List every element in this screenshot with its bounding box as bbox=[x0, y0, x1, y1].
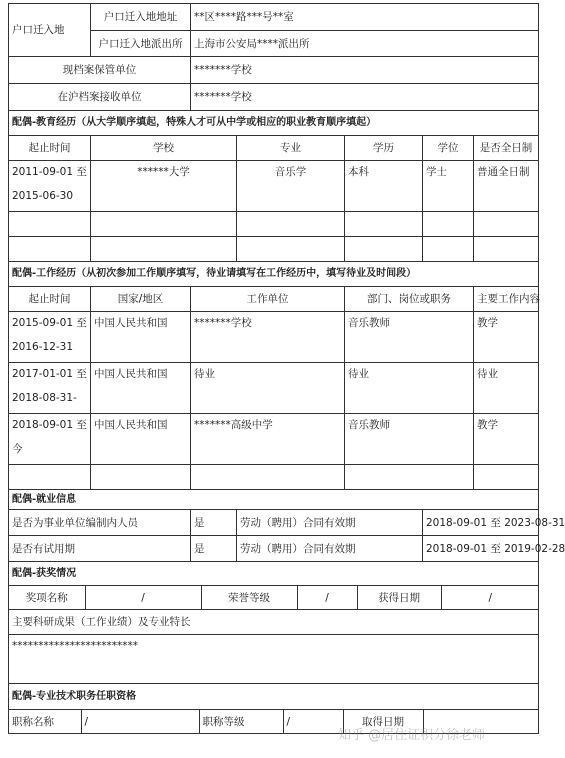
qualification-title-label: 职称名称 bbox=[9, 710, 81, 733]
work-end: 2016-12-31 bbox=[12, 341, 74, 353]
work-empty-cell[interactable] bbox=[191, 465, 345, 490]
edu-empty-cell[interactable] bbox=[423, 237, 474, 262]
work-country[interactable]: 中国人民共和国 bbox=[91, 312, 191, 363]
work-empty-cell[interactable] bbox=[474, 465, 539, 490]
table-row bbox=[9, 161, 539, 212]
edu-empty-cell[interactable] bbox=[237, 237, 345, 262]
edu-empty-cell[interactable] bbox=[345, 212, 423, 237]
watermark: 知乎 @居住证积分徐老师 bbox=[338, 728, 486, 743]
edu-header-degree: 学位 bbox=[423, 136, 474, 161]
qualification-title-value[interactable]: / bbox=[81, 710, 199, 733]
edu-empty-cell[interactable] bbox=[91, 237, 237, 262]
edu-end: 2015-06-30 bbox=[12, 190, 74, 202]
archive-receiving-label: 在沪档案接收单位 bbox=[9, 84, 191, 111]
work-end: 2018-08-31- bbox=[12, 392, 77, 404]
work-employer[interactable]: 待业 bbox=[191, 363, 345, 414]
qualification-date-label: 取得日期 bbox=[343, 710, 423, 733]
award-name-value[interactable]: / bbox=[85, 586, 201, 609]
work-period[interactable] bbox=[9, 363, 91, 414]
work-start: 2015-09-01 至 bbox=[12, 317, 87, 329]
award-name-label: 奖项名称 bbox=[9, 586, 85, 609]
archive-receiving-value[interactable]: *******学校 bbox=[191, 84, 539, 111]
work-position[interactable]: 待业 bbox=[345, 363, 474, 414]
employment-section-title: 配偶-就业信息 bbox=[9, 490, 539, 510]
table-row bbox=[9, 414, 539, 465]
work-section-title: 配偶-工作经历（从初次参加工作顺序填写，待业请填写在工作经历中，填写待业及时间段） bbox=[9, 262, 539, 287]
work-content[interactable]: 教学 bbox=[474, 312, 539, 363]
work-header-position: 部门、岗位或职务 bbox=[345, 287, 474, 312]
table-row bbox=[9, 465, 539, 490]
employment-answer[interactable]: 是 bbox=[191, 510, 237, 536]
edu-period[interactable] bbox=[9, 161, 91, 212]
table-row bbox=[9, 312, 539, 363]
household-label: 户口迁入地 bbox=[9, 4, 91, 57]
contract-label: 劳动（聘用）合同有效期 bbox=[237, 510, 423, 536]
edu-empty-cell[interactable] bbox=[474, 237, 539, 262]
edu-level[interactable]: 本科 bbox=[345, 161, 423, 212]
work-period[interactable] bbox=[9, 312, 91, 363]
archive-current-label: 现档案保管单位 bbox=[9, 57, 191, 84]
application-form-table bbox=[8, 3, 565, 734]
edu-empty-cell[interactable] bbox=[91, 212, 237, 237]
edu-school[interactable]: ******大学 bbox=[91, 161, 237, 212]
work-empty-cell[interactable] bbox=[9, 465, 91, 490]
edu-fulltime[interactable]: 普通全日制 bbox=[474, 161, 539, 212]
probation-answer[interactable]: 是 bbox=[191, 536, 237, 562]
contract-period[interactable]: 2018-09-01 至 2023-08-31 bbox=[423, 510, 539, 536]
table-row bbox=[9, 237, 539, 262]
edu-degree[interactable]: 学士 bbox=[423, 161, 474, 212]
research-value[interactable]: ************************ bbox=[9, 635, 539, 684]
work-employer[interactable]: *******高级中学 bbox=[191, 414, 345, 465]
work-period[interactable] bbox=[9, 414, 91, 465]
work-country[interactable]: 中国人民共和国 bbox=[91, 363, 191, 414]
edu-empty-cell[interactable] bbox=[474, 212, 539, 237]
probation-question: 是否有试用期 bbox=[9, 536, 191, 562]
contract-label: 劳动（聘用）合同有效期 bbox=[237, 536, 423, 562]
probation-period[interactable]: 2018-09-01 至 2019-02-28 bbox=[423, 536, 539, 562]
work-header-country: 国家/地区 bbox=[91, 287, 191, 312]
work-position[interactable]: 音乐教师 bbox=[345, 414, 474, 465]
work-content[interactable]: 待业 bbox=[474, 363, 539, 414]
work-end: 今 bbox=[12, 443, 23, 455]
work-empty-cell[interactable] bbox=[345, 465, 474, 490]
form-sheet bbox=[8, 3, 565, 734]
work-header-employer: 工作单位 bbox=[191, 287, 345, 312]
work-employer[interactable]: *******学校 bbox=[191, 312, 345, 363]
edu-empty-cell[interactable] bbox=[9, 212, 91, 237]
award-date-value[interactable]: / bbox=[441, 586, 539, 609]
edu-header-major: 专业 bbox=[237, 136, 345, 161]
station-value[interactable]: 上海市公安局****派出所 bbox=[191, 31, 539, 57]
awards-section-title: 配偶-获奖情况 bbox=[9, 562, 539, 586]
edu-empty-cell[interactable] bbox=[345, 237, 423, 262]
edu-empty-cell[interactable] bbox=[9, 237, 91, 262]
edu-header-fulltime: 是否全日制 bbox=[474, 136, 539, 161]
work-position[interactable]: 音乐教师 bbox=[345, 312, 474, 363]
work-header-content: 主要工作内容 bbox=[474, 287, 539, 312]
work-start: 2017-01-01 至 bbox=[12, 368, 87, 380]
education-section-title: 配偶-教育经历（从大学顺序填起，特殊人才可从中学或相应的职业教育顺序填起） bbox=[9, 111, 539, 136]
station-label: 户口迁入地派出所 bbox=[91, 31, 191, 57]
research-label: 主要科研成果（工作业绩）及专业特长 bbox=[9, 610, 539, 635]
edu-start: 2011-09-01 至 bbox=[12, 166, 87, 178]
edu-header-school: 学校 bbox=[91, 136, 237, 161]
awards-row bbox=[9, 586, 539, 610]
work-content[interactable]: 教学 bbox=[474, 414, 539, 465]
work-header-period: 起止时间 bbox=[9, 287, 91, 312]
edu-major[interactable]: 音乐学 bbox=[237, 161, 345, 212]
table-row bbox=[9, 212, 539, 237]
table-row bbox=[9, 363, 539, 414]
qualification-section-title: 配偶-专业技术职务任职资格 bbox=[9, 684, 539, 710]
award-level-value[interactable]: / bbox=[297, 586, 357, 609]
edu-empty-cell[interactable] bbox=[423, 212, 474, 237]
qualification-grade-value[interactable]: / bbox=[283, 710, 343, 733]
work-empty-cell[interactable] bbox=[91, 465, 191, 490]
award-level-label: 荣誉等级 bbox=[201, 586, 297, 609]
address-value[interactable]: **区****路***号**室 bbox=[191, 4, 539, 31]
archive-current-value[interactable]: *******学校 bbox=[191, 57, 539, 84]
edu-empty-cell[interactable] bbox=[237, 212, 345, 237]
edu-header-period: 起止时间 bbox=[9, 136, 91, 161]
address-label: 户口迁入地地址 bbox=[91, 4, 191, 31]
work-start: 2018-09-01 至 bbox=[12, 419, 87, 431]
work-country[interactable]: 中国人民共和国 bbox=[91, 414, 191, 465]
edu-header-level: 学历 bbox=[345, 136, 423, 161]
award-date-label: 获得日期 bbox=[357, 586, 441, 609]
qualification-grade-label: 职称等级 bbox=[199, 710, 283, 733]
employment-question: 是否为事业单位编制内人员 bbox=[9, 510, 191, 536]
